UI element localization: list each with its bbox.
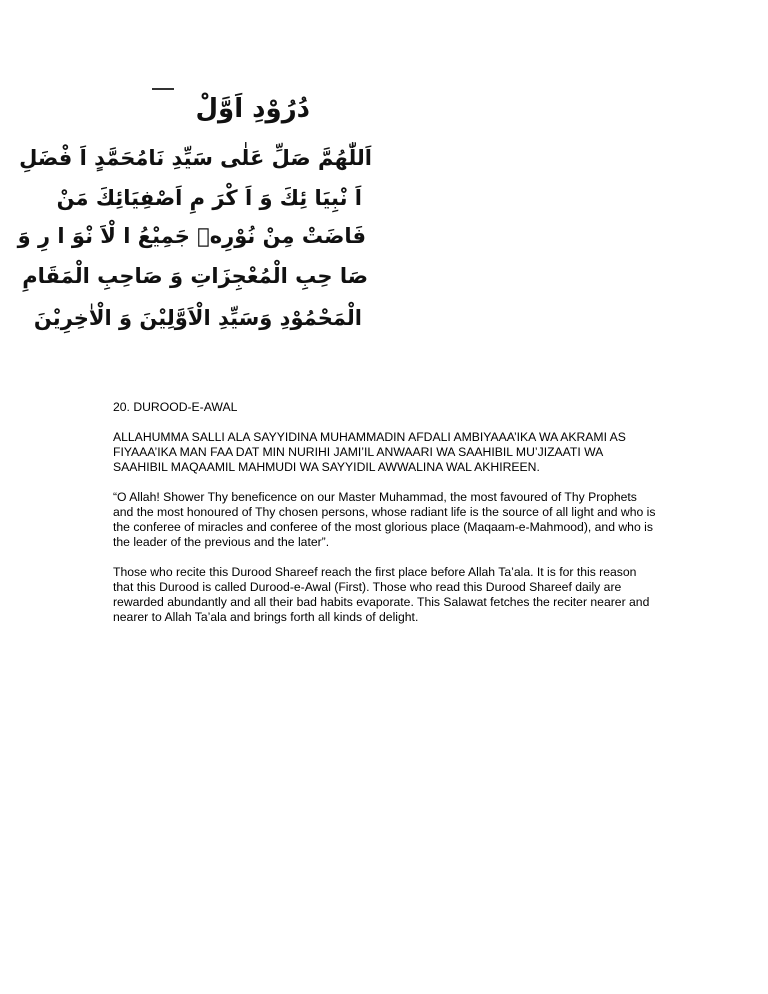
arabic-line-3: فَاضَتْ مِنْ نُوْرِهٖ جَمِيْعُ ا لْاَ نْوَ ا رِ وَ (17, 224, 366, 248)
arabic-line-5: الْمَحْمُوْدِ وَسَيِّدِ الْاَوَّلِيْنَ وَ الْاٰخِرِيْنَ (33, 306, 362, 330)
arabic-line-2: اَ نْبِيَا ئِكَ وَ اَ كْرَ مِ اَصْفِيَائِكَ مَنْ (56, 186, 362, 210)
arabic-line-4: صَا حِبِ الْمُعْجِزَاتِ وَ صَاحِبِ الْمَقَامِ (22, 264, 368, 288)
durood-text-section (113, 400, 658, 640)
description-paragraph: Those who recite this Durood Shareef reach the first place before Allah Ta’ala. It is for this reason that this Durood is called Durood-e-Awal (First). Those who read this Durood Shareef daily are rewarded abundantly and all their bad habits evaporate. This Salawat fetches the reciter nearer and nearer to Allah Ta’ala and brings forth all kinds of delight. (113, 565, 650, 624)
translation-paragraph: “O Allah! Shower Thy beneficence on our Master Muhammad, the most favoured of Thy Prophets and the most honoured of Thy chosen persons, whose radiant life is the source of all light and who is the conferee of miracles and conferee of the most glorious place (Maqaam-e-Mahmood), and who is the leader of the previous and the later”. (113, 490, 656, 549)
arabic-scan-image (17, 84, 372, 354)
scan-artifact (152, 88, 174, 90)
section-title: 20. DUROOD-E-AWAL (113, 400, 238, 414)
transliteration-paragraph: ALLAHUMMA SALLI ALA SAYYIDINA MUHAMMADIN AFDALI AMBIYAAA’IKA WA AKRAMI AS FIYAAA’IKA MAN FAA DAT MIN NURIHI JAMI’IL ANWAARI WA SAAHIBIL MU’JIZAATI WA SAAHIBIL MAQAAMIL MAHMUDI WA SAYYIDIL AWWALINA WAL AKHIREEN. (113, 430, 626, 474)
arabic-heading: دُرُوْدِ اَوَّلْ (195, 94, 310, 124)
arabic-line-1: اَللّٰهُمَّ صَلِّ عَلٰى سَيِّدِ نَامُحَمَّدٍ اَ فْضَلِ (19, 146, 372, 170)
